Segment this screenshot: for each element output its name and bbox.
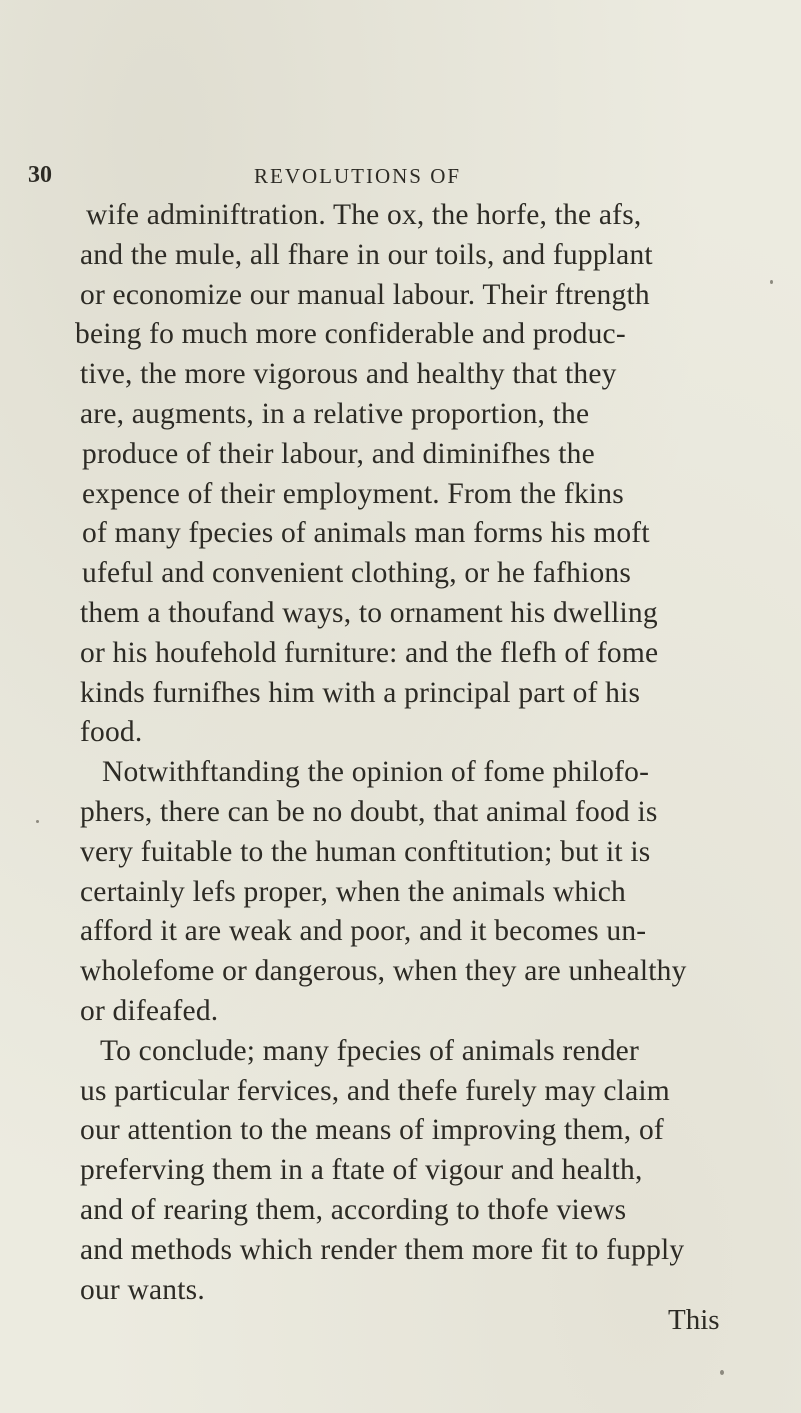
text-line: and methods which render them more fit to fupply: [80, 1233, 685, 1266]
text-line: and the mule, all fhare in our toils, and fupplant: [80, 238, 653, 271]
text-line: our attention to the means of improving them, of: [80, 1114, 664, 1147]
text-line: or difeafed.: [80, 994, 219, 1027]
text-line: are, augments, in a relative proportion, the: [80, 397, 590, 430]
text-line: or his houfehold furniture: and the flefh of fome: [80, 636, 659, 669]
text-line: expence of their employment. From the fkins: [82, 477, 624, 510]
text-line: phers, there can be no doubt, that animal food is: [80, 795, 658, 828]
text-line: and of rearing them, according to thofe views: [80, 1193, 627, 1226]
page-number: 30: [28, 162, 52, 188]
text-line: preferving them in a ftate of vigour and health,: [80, 1154, 643, 1187]
text-line: ufeful and convenient clothing, or he fafhions: [82, 557, 632, 590]
text-line: us particular fervices, and thefe furely may claim: [80, 1074, 670, 1107]
text-line: very fuitable to the human conftitution; but it is: [80, 835, 651, 868]
text-line: produce of their labour, and diminifhes the: [82, 437, 595, 470]
text-line: of many fpecies of animals man forms his moft: [82, 517, 650, 550]
page-header: [28, 162, 741, 192]
catchword: This: [668, 1304, 720, 1336]
text-line: our wants.: [80, 1273, 205, 1306]
text-line: certainly lefs proper, when the animals which: [80, 875, 627, 908]
paragraph-start-line: To conclude; many fpecies of animals render: [100, 1034, 639, 1067]
body-text: [0, 196, 801, 1310]
text-line: wholefome or dangerous, when they are unhealthy: [80, 955, 687, 988]
text-line: them a thoufand ways, to ornament his dwelling: [80, 596, 658, 629]
ink-speck: [36, 820, 39, 823]
ink-speck: [770, 280, 773, 284]
paragraph-start-line: Notwithftanding the opinion of fome philofo-: [102, 756, 650, 789]
ink-speck: [720, 1370, 724, 1375]
text-line: being fo much more confiderable and produc-: [75, 318, 626, 351]
text-line: or economize our manual labour. Their ftrength: [80, 278, 650, 311]
text-line: tive, the more vigorous and healthy that they: [80, 358, 617, 391]
running-head: REVOLUTIONS OF: [254, 164, 462, 188]
text-line: wife adminiftration. The ox, the horfe, the afs,: [86, 199, 642, 231]
text-line: food.: [80, 716, 143, 749]
text-line: afford it are weak and poor, and it becomes un-: [80, 915, 647, 948]
text-line: kinds furnifhes him with a principal part of his: [80, 676, 641, 709]
